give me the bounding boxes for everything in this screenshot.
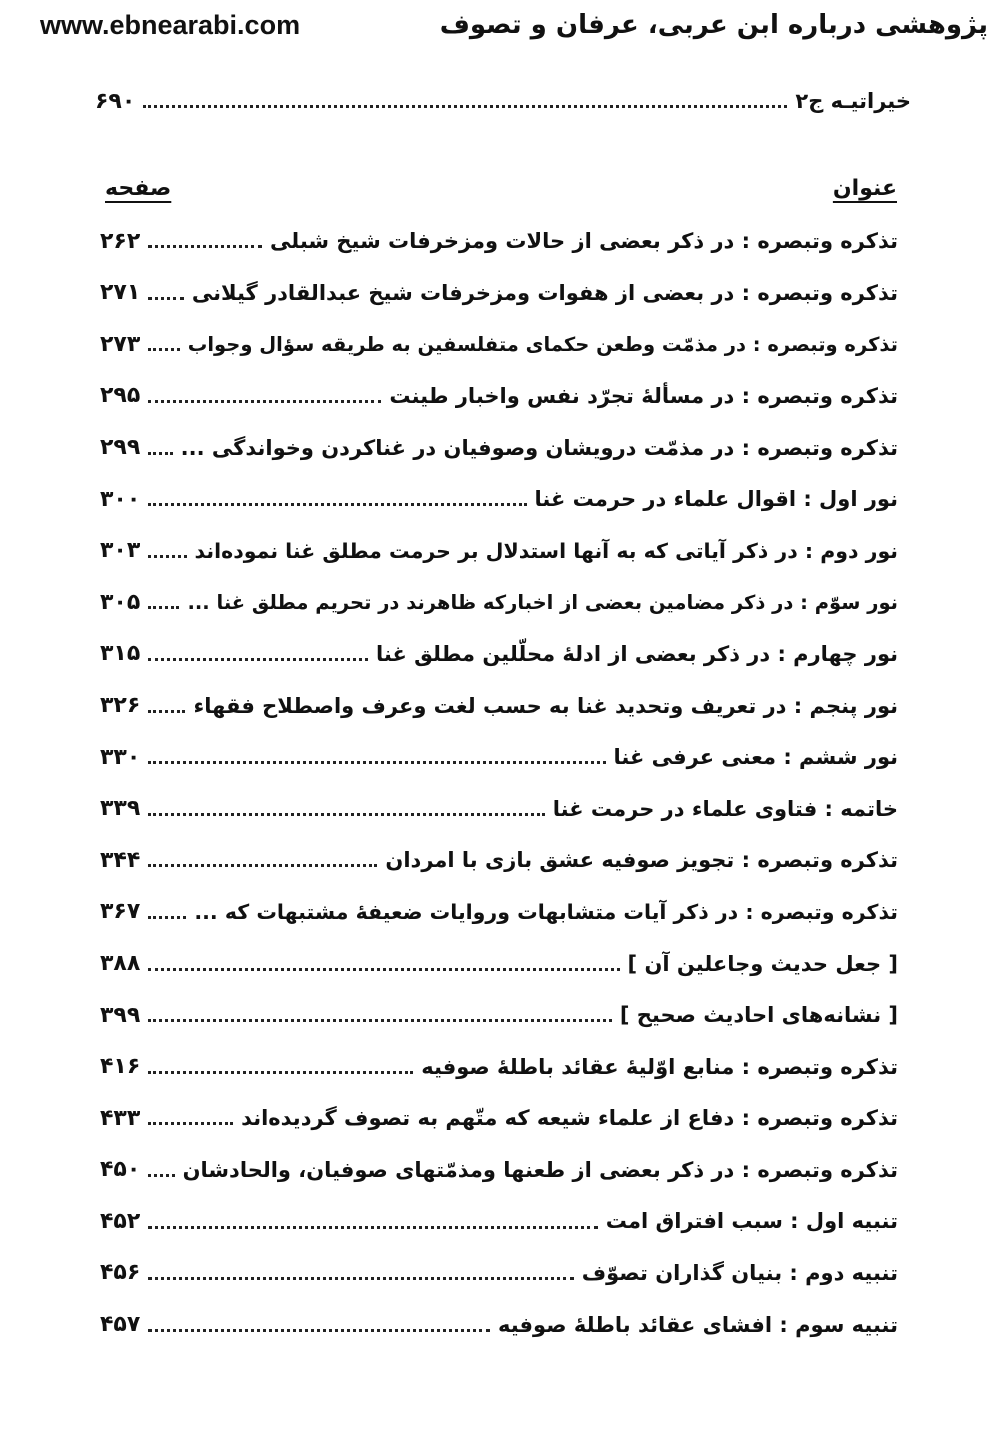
- dot-leader: [148, 761, 605, 764]
- toc-entry-page: ۳۰۰: [100, 486, 141, 512]
- toc-entry-title: تذکره وتبصره : دفاع از علماء شیعه که متّهم به تصوف گردیده‌اند: [241, 1106, 898, 1131]
- toc-entry-title: [ جعل حدیث وجاعلین آن ]: [627, 951, 898, 976]
- dot-leader: [148, 452, 172, 455]
- dot-leader: [148, 864, 377, 867]
- toc-entry-title: تذکره وتبصره : در مذمّت درویشان وصوفیان در غناکردن وخواندگی ...: [180, 435, 898, 460]
- toc-entry-page: ۲۹۹: [100, 434, 141, 460]
- toc-entry: [100, 629, 898, 681]
- dot-leader: [148, 245, 262, 248]
- toc-entry-title: نور اول : اقوال علماء در حرمت غنا: [534, 487, 898, 512]
- previous-toc-entry: [95, 84, 911, 118]
- dot-leader: [148, 606, 179, 609]
- toc-entry: [100, 1248, 898, 1300]
- book-title: پژوهشی درباره ابن عربی، عرفان و تصوف: [439, 10, 988, 40]
- toc-entry-title: خاتمه : فتاوی علماء در حرمت غنا: [552, 796, 898, 821]
- toc-entry-title: تذکره وتبصره : در ذکر آیات متشابهات وروایات ضعیفهٔ مشتبهات که ...: [194, 900, 898, 925]
- toc-entry-page: ۳۰۵: [100, 589, 141, 615]
- toc-entry: [100, 784, 898, 836]
- toc-entry-title: [ نشانه‌های احادیث صحیح ]: [619, 1003, 898, 1028]
- toc-entry-page: ۴۵۶: [100, 1260, 141, 1286]
- toc-entry: [100, 526, 898, 578]
- toc-entry: [100, 835, 898, 887]
- toc-entry-title: تذکره وتبصره : در مذمّت وطعن حکمای متفلسفین به طریقه سؤال وجواب: [187, 333, 898, 357]
- column-headers: [105, 170, 897, 206]
- previous-entry-page: ۶۹۰: [95, 88, 136, 114]
- toc-entry-page: ۲۹۵: [100, 383, 141, 409]
- toc-entry-page: ۳۳۹: [100, 796, 141, 822]
- toc-entry-page: ۳۶۷: [100, 899, 141, 925]
- dot-leader: [148, 1071, 413, 1074]
- dot-leader: [148, 968, 619, 971]
- dot-leader: [148, 1122, 233, 1125]
- toc-entry: [100, 938, 898, 990]
- toc-entry-title: تذکره وتبصره : منابع اوّلیهٔ عقائد باطلهٔ صوفیه: [421, 1054, 898, 1079]
- dot-leader: [148, 1277, 573, 1280]
- toc-entry-page: ۳۸۸: [100, 950, 141, 976]
- toc-entry: [100, 216, 898, 268]
- toc-entry: [100, 1145, 898, 1197]
- toc-entry-title: نور چهارم : در ذکر بعضی از ادلهٔ محلّلین مطلق غنا: [375, 641, 898, 666]
- toc-entry-page: ۳۱۵: [100, 641, 141, 667]
- toc-entry-title: تنبیه اول : سبب افتراق امت: [605, 1209, 898, 1234]
- toc-entry-page: ۲۷۱: [100, 280, 141, 306]
- toc-entry: [100, 1299, 898, 1351]
- toc-entry-page: ۴۳۳: [100, 1105, 141, 1131]
- toc-entry: [100, 1196, 898, 1248]
- toc-entry-page: ۲۶۲: [100, 228, 141, 254]
- dot-leader: [143, 105, 787, 108]
- toc-entry: [100, 887, 898, 939]
- toc-entry: [100, 371, 898, 423]
- toc-entry: [100, 474, 898, 526]
- toc-entry-page: ۳۳۰: [100, 744, 141, 770]
- toc-entry-title: نور پنجم : در تعریف وتحدید غنا به حسب لغت وعرف واصطلاح فقهاء: [193, 693, 898, 718]
- toc-entry-page: ۳۰۳: [100, 538, 141, 564]
- toc-entry-page: ۳۴۴: [100, 847, 141, 873]
- previous-entry-title: خیراتیـه ج۲: [795, 89, 911, 113]
- toc-entry: [100, 990, 898, 1042]
- toc-entry-title: تذکره وتبصره : در ذکر بعضی از حالات ومزخرفات شیخ شبلی: [270, 229, 898, 254]
- dot-leader: [148, 348, 179, 351]
- page-header: [40, 6, 988, 46]
- toc-entry-page: ۳۲۶: [100, 692, 141, 718]
- dot-leader: [148, 1019, 612, 1022]
- dot-leader: [148, 503, 526, 506]
- toc-entry-page: ۴۱۶: [100, 1054, 141, 1080]
- toc-entry: [100, 268, 898, 320]
- toc-entry-page: ۴۵۲: [100, 1208, 141, 1234]
- page-column-header: صفحه: [105, 175, 172, 201]
- dot-leader: [148, 1329, 490, 1332]
- dot-leader: [148, 1174, 174, 1177]
- toc-entry-title: نور سوّم : در ذکر مضامین بعضی از اخبارکه ظاهرند در تحریم مطلق غنا ...: [187, 591, 898, 615]
- toc-entry: [100, 1093, 898, 1145]
- toc-entry-title: تذکره وتبصره : تجویز صوفیه عشق بازی با امردان: [385, 848, 898, 873]
- dot-leader: [148, 658, 368, 661]
- toc-entry-title: تذکره وتبصره : در مسألهٔ تجرّد نفس واخبار طینت: [389, 383, 898, 408]
- toc-entry: [100, 577, 898, 629]
- toc-entry-title: تذکره وتبصره : در بعضی از هفوات ومزخرفات شیخ عبدالقادر گیلانی: [191, 280, 898, 305]
- toc-entry-page: ۴۵۰: [100, 1157, 141, 1183]
- toc-entry-title: تنبیه سوم : افشای عقائد باطلهٔ صوفیه: [498, 1312, 898, 1337]
- toc-entry: [100, 680, 898, 732]
- dot-leader: [148, 400, 381, 403]
- toc-entry-title: تذکره وتبصره : در ذکر بعضی از طعنها ومذمّتهای صوفیان، والحادشان: [182, 1157, 898, 1182]
- toc-entry: [100, 1042, 898, 1094]
- title-column-header: عنوان: [832, 175, 897, 201]
- toc-entry-page: ۳۹۹: [100, 1002, 141, 1028]
- dot-leader: [148, 1226, 597, 1229]
- toc-entry: [100, 732, 898, 784]
- website-url: www.ebnearabi.com: [40, 10, 301, 40]
- toc-entry-title: نور ششم : معنی عرفی غنا: [613, 745, 898, 770]
- toc-entry: [100, 422, 898, 474]
- toc-entry-page: ۲۷۳: [100, 331, 141, 357]
- table-of-contents: [100, 216, 898, 1351]
- dot-leader: [148, 916, 186, 919]
- dot-leader: [148, 813, 544, 816]
- toc-entry: [100, 319, 898, 371]
- toc-entry-title: نور دوم : در ذکر آیاتی که به آنها استدلال بر حرمت مطلق غنا نموده‌اند: [194, 539, 898, 564]
- dot-leader: [148, 297, 184, 300]
- toc-entry-page: ۴۵۷: [100, 1312, 141, 1338]
- toc-entry-title: تنبیه دوم : بنیان گذاران تصوّف: [581, 1261, 898, 1286]
- dot-leader: [148, 710, 185, 713]
- dot-leader: [148, 555, 186, 558]
